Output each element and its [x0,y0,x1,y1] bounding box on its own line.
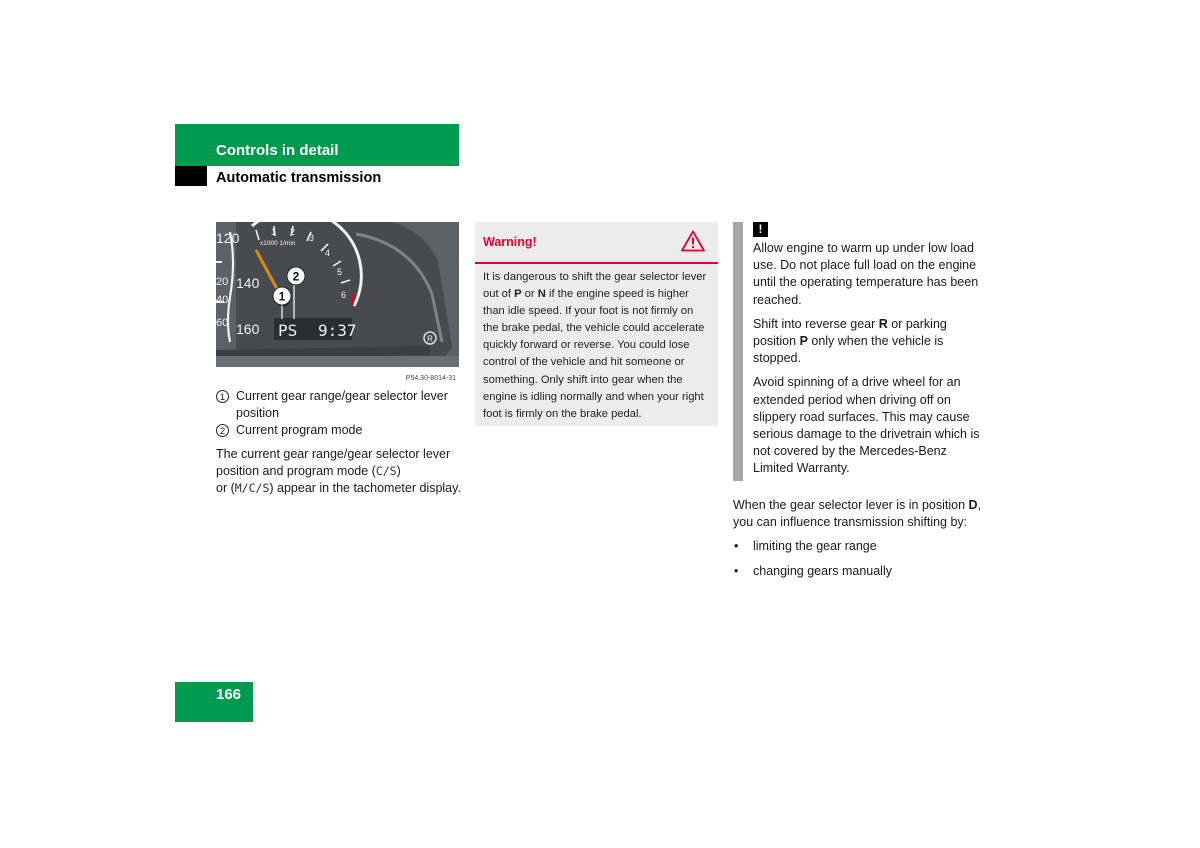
page-number-box [175,682,253,722]
mode-code-cs: C/S [375,463,397,478]
shifting-intro: When the gear selector lever is in position D, you can influence transmission shifting by: [733,498,982,530]
mode-code-mcs: M/C/S [234,481,270,496]
notice-exclamation-icon: ! [753,222,768,237]
rpm-label-3: 3 [309,233,315,243]
rpm-label-4: 4 [325,248,331,258]
notice-text [753,240,985,485]
display-time: 9:37 [318,321,357,340]
speed-label-40: 40 [216,294,229,306]
r-indicator: R [427,334,433,344]
tachometer-figure [216,222,459,385]
rpm-label-6: 6 [341,290,347,300]
page-number: 166 [216,686,242,703]
notice-paragraph-1: Allow engine to warm up under low load use. Do not place full load on the engine until the operating temperature has been reached. [753,241,979,307]
callout-text: Current program mode [236,423,363,438]
warning-text: It is dangerous to shift the gear selector lever out of P or N if the engine speed is higher than idle speed. If your foot is not firmly on the brake pedal, the vehicle could accelerate quickly forward or reverse. You could lose control of the vehicle and hit someone or something. Only shift into gear when the engine is idling normally and when your right foot is firmly on the brake pedal. [483,271,707,420]
rpm-label-1: 1 [271,227,277,237]
speed-label-120: 120 [216,230,240,246]
warning-title: Warning! [483,235,537,249]
callout-number: 2 [216,424,229,437]
callout-number: 1 [216,390,229,403]
display-paragraph: The current gear range/gear selector lever position and program mode (C/S) or (M/C/S) appear in the tachometer display. [216,446,461,496]
display-program: PS [278,321,298,340]
warning-box [475,222,718,426]
speed-label-160: 160 [236,321,260,337]
notice-bar [733,222,743,481]
rpm-label-2: 2 [290,227,296,237]
section-title: Controls in detail [216,142,339,159]
notice-paragraph-2: Shift into reverse gear R or parking position P only when the vehicle is stopped. [753,316,947,366]
right-column [733,497,988,587]
subsection-title: Automatic transmission [216,170,382,186]
figure-code: P54.30-8014-31 [405,375,456,382]
marker-1: 1 [278,289,286,304]
bullet-item: • changing gears manually [733,563,988,580]
rpm-unit: x1000 1/min [260,240,296,247]
speed-label-20: 20 [216,276,229,288]
speed-label-140: 140 [236,275,260,291]
left-column [216,388,461,497]
speed-label-60: 60 [216,317,229,329]
notice-paragraph-3: Avoid spinning of a drive wheel for an extended period when driving off on slippery road surfaces. This may cause serious damage to the drivetrain which is not covered by the Mercedes-Benz Limited Warranty. [753,375,980,476]
header-marker [175,166,207,186]
warning-triangle-icon [681,230,705,257]
warning-header [475,222,718,264]
callout-text: Current gear range/gear selector lever position [236,389,448,421]
rpm-label-5: 5 [337,267,343,277]
bullet-item: • limiting the gear range [733,538,988,555]
callout-1 [216,388,461,422]
callout-2 [216,422,461,439]
marker-2: 2 [292,269,300,284]
